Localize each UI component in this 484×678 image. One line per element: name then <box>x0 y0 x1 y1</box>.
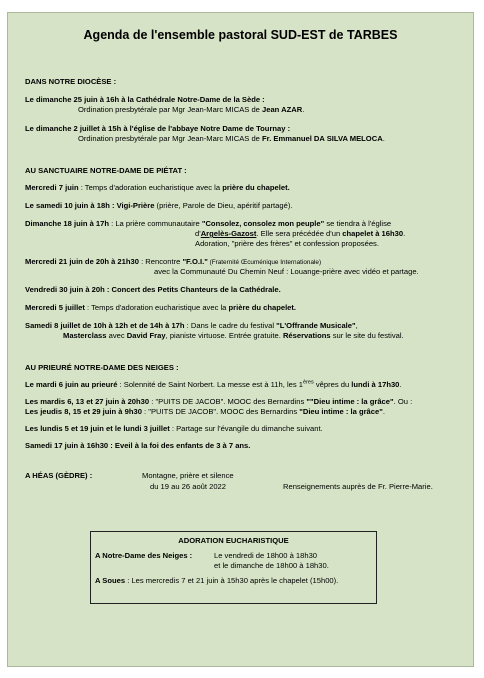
diocese-item-detail: Ordination presbytérale par Mgr Jean-Marc MICAS de Jean AZAR. <box>78 105 305 114</box>
sanctuaire-event-detail: Adoration, "prière des frères" et confession proposées. <box>195 239 379 248</box>
heas-contact: Renseignements auprès de Fr. Pierre-Marie. <box>283 482 433 491</box>
adoration-heading: ADORATION EUCHARISTIQUE <box>178 536 289 545</box>
section-heading-sanctuaire: AU SANCTUAIRE NOTRE-DAME DE PIÉTAT : <box>25 166 187 175</box>
heas-label: A HÉAS (GÈDRE) : <box>25 471 93 480</box>
sanctuaire-event: Dimanche 18 juin à 17h : La prière communautaire "Consolez, consolez mon peuple" se tiendra à l'église <box>25 219 392 228</box>
prieure-event: Les jeudis 8, 15 et 29 juin à 9h30 : "PUITS DE JACOB". MOOC des Bernardins "Dieu intime : la grâce". <box>25 407 385 416</box>
sanctuaire-event: Samedi 8 juillet de 10h à 12h et de 14h à 17h : Dans le cadre du festival "L'Offrande Musicale", <box>25 321 358 330</box>
sanctuaire-event: Vendredi 30 juin à 20h : Concert des Petits Chanteurs de la Cathédrale. <box>25 285 281 294</box>
prieure-event: Samedi 17 juin à 16h30 : Eveil à la foi des enfants de 3 à 7 ans. <box>25 441 251 450</box>
sanctuaire-event-detail: avec la Communauté Du Chemin Neuf : Louange-prière avec vidéo et partage. <box>154 267 419 276</box>
adoration-a-label: A Notre-Dame des Neiges : <box>95 551 193 560</box>
sanctuaire-event-detail: d'Argelès-Gazost. Elle sera précédée d'un chapelet à 16h30. <box>195 229 406 238</box>
sanctuaire-event: Le samedi 10 juin à 18h : Vigi-Prière (prière, Parole de Dieu, apéritif partagé). <box>25 201 293 210</box>
sanctuaire-event: Mercredi 21 juin de 20h à 21h30 : Rencontre "F.O.I." (Fraternité Œcuménique Internationale) <box>25 257 322 266</box>
prieure-event: Les mardis 6, 13 et 27 juin à 20h30 : "PUITS DE JACOB". MOOC des Bernardins ""Dieu intime : la grâce". Ou : <box>25 397 413 406</box>
sanctuaire-event: Mercredi 5 juillet : Temps d'adoration eucharistique avec la prière du chapelet. <box>25 303 297 312</box>
diocese-item-date: Le dimanche 2 juillet à 15h à l'église de l'abbaye Notre Dame de Tournay : <box>25 124 291 133</box>
prieure-event: Le mardi 6 juin au prieuré : Solennité de Saint Norbert. La messe est à 11h, les 1ères vêpres du lundi à 17h30. <box>25 379 402 389</box>
adoration-a-line1: Le vendredi de 18h00 à 18h30 <box>214 551 318 560</box>
adoration-a-line2: et le dimanche de 18h00 à 18h30. <box>214 561 329 570</box>
prieure-event: Les lundis 5 et 19 juin et le lundi 3 juillet : Partage sur l'évangile du dimanche suivant. <box>25 424 323 433</box>
sanctuaire-event-detail: Masterclass avec David Fray, pianiste virtuose. Entrée gratuite. Réservations sur le site du festival. <box>63 331 404 340</box>
adoration-box <box>90 531 377 604</box>
section-heading-diocese: DANS NOTRE DIOCÈSE : <box>25 77 117 86</box>
diocese-item-detail: Ordination presbytérale par Mgr Jean-Marc MICAS de Fr. Emmanuel DA SILVA MELOCA. <box>78 134 385 143</box>
heas-line1: Montagne, prière et silence <box>142 471 234 480</box>
page-title: Agenda de l'ensemble pastoral SUD-EST de TARBES <box>83 28 398 42</box>
section-heading-prieure: AU PRIEURÉ NOTRE-DAME DES NEIGES : <box>25 363 179 372</box>
agenda-page <box>7 12 474 667</box>
heas-line2: du 19 au 26 août 2022 <box>150 482 227 491</box>
adoration-b-line: A Soues : Les mercredis 7 et 21 juin à 15h30 après le chapelet (15h00). <box>95 576 339 585</box>
sanctuaire-event: Mercredi 7 juin : Temps d'adoration eucharistique avec la prière du chapelet. <box>25 183 290 192</box>
diocese-item-date: Le dimanche 25 juin à 16h à la Cathédrale Notre-Dame de la Sède : <box>25 95 265 104</box>
